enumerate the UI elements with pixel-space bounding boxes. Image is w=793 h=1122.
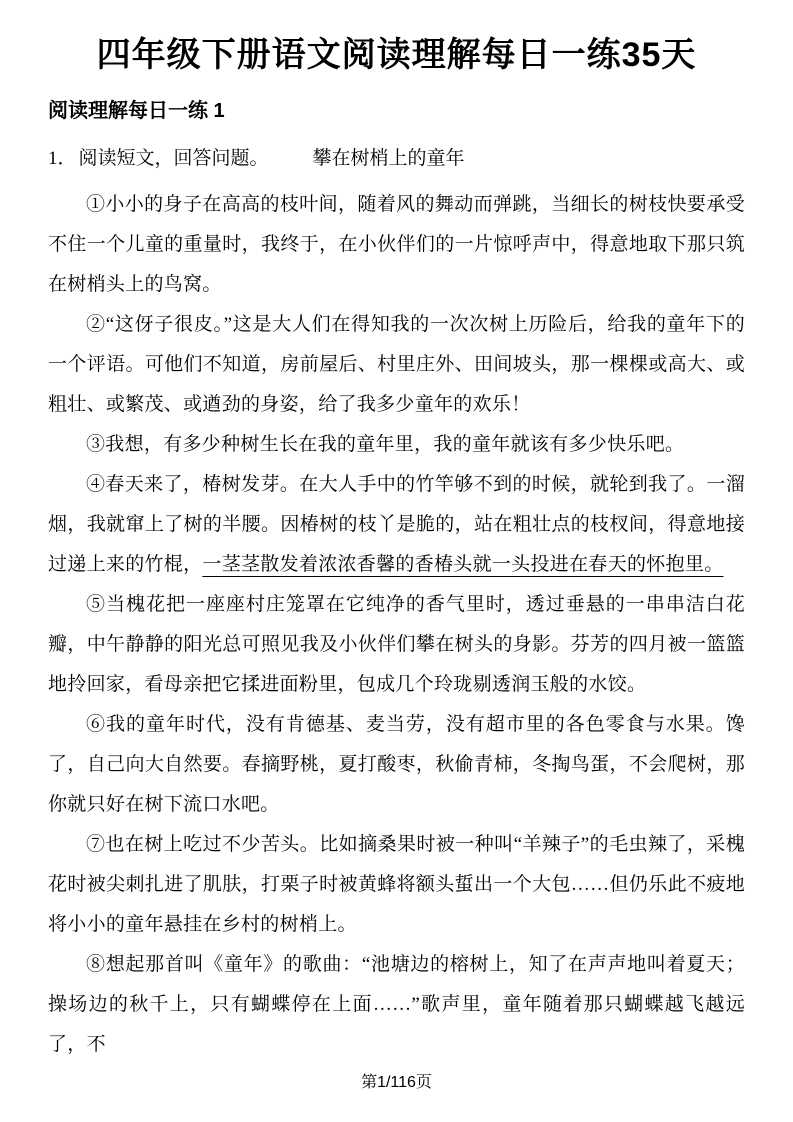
passage-body xyxy=(48,185,745,1065)
paragraph-text: ⑤当槐花把一座座村庄笼罩在它纯净的香气里时，透过垂悬的一串串洁白花瓣，中午静静的阳光总可照见我及小伙伴们攀在树头的身影。芬芳的四月被一篮篮地拎回家，看母亲把它揉进面粉里，包成几个玲珑剔透润玉般的水饺。 xyxy=(48,594,745,695)
passage-paragraph-8 xyxy=(48,945,745,1065)
passage-paragraph-5 xyxy=(48,585,745,705)
passage-paragraph-7 xyxy=(48,825,745,945)
passage-paragraph-1 xyxy=(48,185,745,305)
paragraph-text: ⑥我的童年时代，没有肯德基、麦当劳，没有超市里的各色零食与水果。馋了，自己向大自然要。春摘野桃，夏打酸枣，秋偷青柿，冬掏鸟蛋，不会爬树，那你就只好在树下流口水吧。 xyxy=(48,714,745,815)
paragraph-text: ③我想，有多少种树生长在我的童年里，我的童年就该有多少快乐吧。 xyxy=(86,434,685,455)
paragraph-text: ⑧想起那首叫《童年》的歌曲：“池塘边的榕树上，知了在声声地叫着夏天；操场边的秋千上，只有蝴蝶停在上面……”歌声里，童年随着那只蝴蝶越飞越远了，不 xyxy=(48,954,745,1055)
passage-paragraph-3 xyxy=(48,425,745,465)
question-prompt: 阅读短文，回答问题。 xyxy=(78,148,269,169)
paragraph-text: ②“这伢子很皮。”这是大人们在得知我的一次次树上历险后，给我的童年下的一个评语。可他们不知道，房前屋后、村里庄外、田间坡头，那一棵棵或高大、或粗壮、或繁茂、或遒劲的身姿，给了我多少童年的欢乐！ xyxy=(48,314,745,415)
question-number: 1． xyxy=(48,148,77,169)
section-heading: 阅读理解每日一练 1 xyxy=(48,100,225,122)
paragraph-text: ①小小的身子在高高的枝叶间，随着风的舞动而弹跳，当细长的树枝快要承受不住一个儿童的重量时，我终于，在小伙伴们的一片惊呼声中，得意地取下那只筑在树梢头上的鸟窝。 xyxy=(48,194,745,295)
paragraph-underlined-text: 一茎茎散发着浓浓香馨的香椿头就一头投进在春天的怀抱里。 xyxy=(202,554,724,575)
passage-paragraph-6 xyxy=(48,705,745,825)
page-number: 第1/116页 xyxy=(361,1074,432,1091)
passage-paragraph-4 xyxy=(48,465,745,585)
paragraph-text: ④春天来了，椿树发芽。在大人手中的竹竿够不到的时候，就轮到我了。一溜烟，我就窜上了树的半腰。因椿树的枝丫是脆的，站在粗壮点的枝杈间，得意地接过递上来的竹棍， xyxy=(48,474,745,575)
page-title: 四年级下册语文阅读理解每日一练35天 xyxy=(96,36,697,74)
passage-paragraph-2 xyxy=(48,305,745,425)
question-line xyxy=(48,145,745,172)
passage-title: 攀在树梢上的童年 xyxy=(312,148,465,169)
paragraph-text: ⑦也在树上吃过不少苦头。比如摘桑果时被一种叫“羊辣子”的毛虫辣了，采槐花时被尖刺扎进了肌肤，打栗子时被黄蜂将额头蜇出一个大包……但仍乐此不疲地将小小的童年悬挂在乡村的树梢上。 xyxy=(48,834,745,935)
